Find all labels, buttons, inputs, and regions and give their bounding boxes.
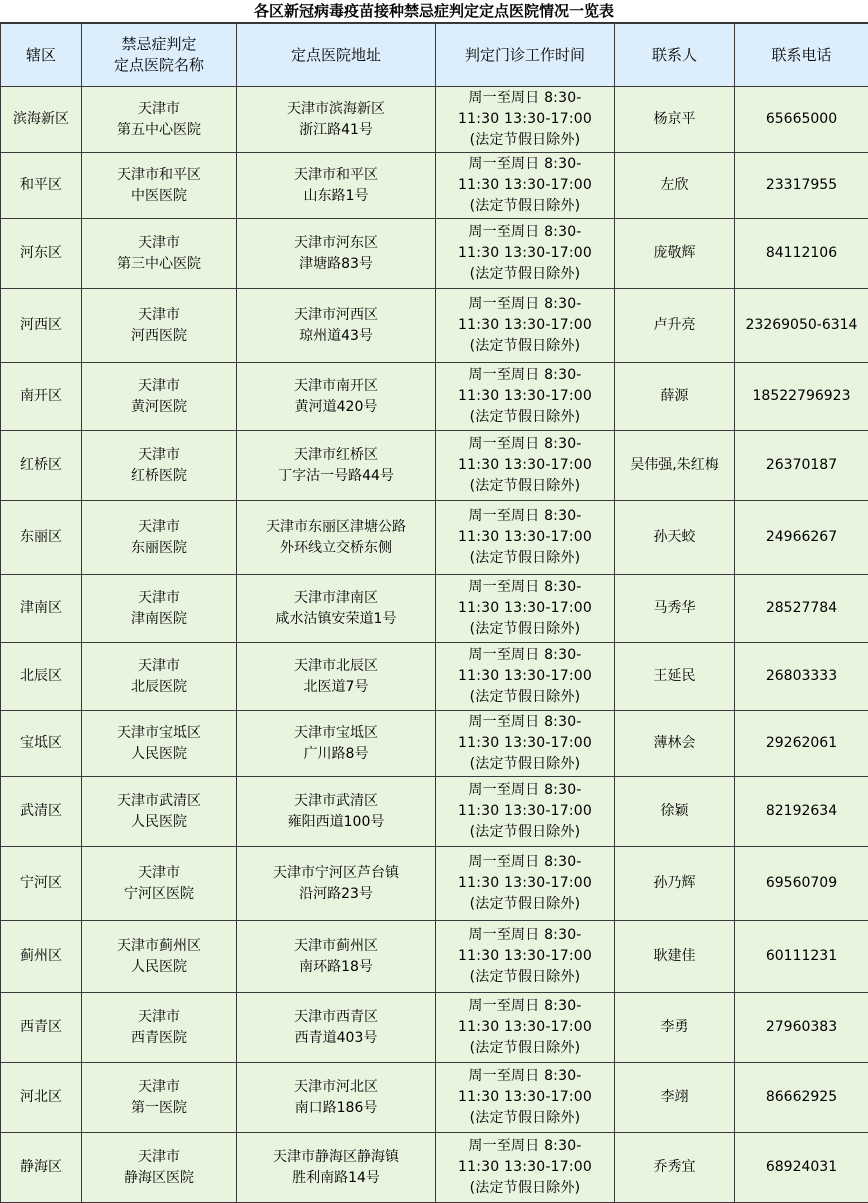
phone-cell: 23317955	[735, 153, 868, 219]
address-line: 天津市武清区	[239, 791, 433, 812]
hospital-name-line: 天津市	[84, 1077, 234, 1098]
address-line: 北医道7号	[239, 677, 433, 698]
hours-line: 周一至周日 8:30-	[438, 925, 612, 946]
hours-cell	[436, 501, 615, 575]
district-cell: 滨海新区	[1, 87, 82, 153]
hours-line: 11:30 13:30-17:00	[438, 873, 612, 894]
hospital-name-line: 天津市	[84, 1147, 234, 1168]
hospital-name-line: 第三中心医院	[84, 254, 234, 275]
hospital-name-line: 中医医院	[84, 186, 234, 207]
contact-cell: 杨京平	[615, 87, 735, 153]
hospital-name-cell	[82, 501, 237, 575]
hours-line: 11:30 13:30-17:00	[438, 1017, 612, 1038]
hours-cell	[436, 1063, 615, 1133]
hours-cell	[436, 777, 615, 847]
hospital-name-line: 天津市	[84, 233, 234, 254]
hospital-name-line: 天津市	[84, 656, 234, 677]
hospital-name-line: 第一医院	[84, 1098, 234, 1119]
hospital-name-cell	[82, 363, 237, 431]
table-row	[1, 847, 868, 921]
header-phone: 联系电话	[735, 24, 868, 87]
address-line: 天津市河北区	[239, 1077, 433, 1098]
hospital-name-line: 津南医院	[84, 609, 234, 630]
hospital-name-line: 人民医院	[84, 744, 234, 765]
hospital-table	[0, 23, 868, 1203]
hours-line: 周一至周日 8:30-	[438, 645, 612, 666]
address-cell	[237, 575, 436, 643]
hospital-name-line: 天津市武清区	[84, 791, 234, 812]
address-cell	[237, 431, 436, 501]
address-line: 南口路186号	[239, 1098, 433, 1119]
hospital-name-line: 天津市	[84, 1007, 234, 1028]
hours-line: 周一至周日 8:30-	[438, 1136, 612, 1157]
hospital-name-line: 天津市	[84, 517, 234, 538]
hours-line: 11:30 13:30-17:00	[438, 315, 612, 336]
header-district: 辖区	[1, 24, 82, 87]
contact-cell: 卢升亮	[615, 289, 735, 363]
district-cell: 南开区	[1, 363, 82, 431]
hours-line: 11:30 13:30-17:00	[438, 801, 612, 822]
hospital-name-cell	[82, 289, 237, 363]
contact-cell: 孙乃辉	[615, 847, 735, 921]
hours-line: 11:30 13:30-17:00	[438, 175, 612, 196]
hours-line: (法定节假日除外)	[438, 1038, 612, 1059]
table-row	[1, 87, 868, 153]
hours-line: 周一至周日 8:30-	[438, 294, 612, 315]
address-line: 外环线立交桥东侧	[239, 538, 433, 559]
address-cell	[237, 501, 436, 575]
hours-line: 周一至周日 8:30-	[438, 154, 612, 175]
hours-line: 11:30 13:30-17:00	[438, 598, 612, 619]
hours-cell	[436, 847, 615, 921]
hospital-name-line: 红桥医院	[84, 466, 234, 487]
contact-cell: 耿建佳	[615, 921, 735, 993]
hospital-name-cell	[82, 921, 237, 993]
table-row	[1, 1133, 868, 1203]
phone-cell: 24966267	[735, 501, 868, 575]
hours-line: (法定节假日除外)	[438, 1178, 612, 1199]
contact-cell: 薄林会	[615, 711, 735, 777]
hospital-name-cell	[82, 993, 237, 1063]
address-cell	[237, 363, 436, 431]
hospital-name-cell	[82, 153, 237, 219]
address-line: 天津市滨海新区	[239, 99, 433, 120]
address-cell	[237, 847, 436, 921]
hours-line: 11:30 13:30-17:00	[438, 666, 612, 687]
table-row	[1, 363, 868, 431]
contact-cell: 庞敬辉	[615, 219, 735, 289]
address-line: 黄河道420号	[239, 397, 433, 418]
contact-cell: 乔秀宜	[615, 1133, 735, 1203]
district-cell: 河北区	[1, 1063, 82, 1133]
district-cell: 北辰区	[1, 643, 82, 711]
phone-cell: 86662925	[735, 1063, 868, 1133]
hours-line: 11:30 13:30-17:00	[438, 946, 612, 967]
address-line: 天津市北辰区	[239, 656, 433, 677]
hours-cell	[436, 363, 615, 431]
district-cell: 宁河区	[1, 847, 82, 921]
address-cell	[237, 777, 436, 847]
table-row	[1, 501, 868, 575]
address-cell	[237, 643, 436, 711]
table-row	[1, 921, 868, 993]
address-cell	[237, 993, 436, 1063]
district-cell: 河西区	[1, 289, 82, 363]
address-line: 天津市东丽区津塘公路	[239, 517, 433, 538]
phone-cell: 28527784	[735, 575, 868, 643]
address-cell	[237, 153, 436, 219]
district-cell: 红桥区	[1, 431, 82, 501]
hospital-name-cell	[82, 777, 237, 847]
hours-line: 11:30 13:30-17:00	[438, 243, 612, 264]
header-row	[1, 24, 868, 87]
address-line: 浙江路41号	[239, 120, 433, 141]
hospital-name-line: 天津市蓟州区	[84, 936, 234, 957]
table-row	[1, 1063, 868, 1133]
hours-line: 周一至周日 8:30-	[438, 434, 612, 455]
hospital-name-line: 北辰医院	[84, 677, 234, 698]
hours-line: (法定节假日除外)	[438, 1108, 612, 1129]
header-hospital-line: 禁忌症判定	[84, 34, 234, 55]
address-line: 天津市宝坻区	[239, 723, 433, 744]
contact-cell: 李翊	[615, 1063, 735, 1133]
phone-cell: 27960383	[735, 993, 868, 1063]
hours-line: 11:30 13:30-17:00	[438, 455, 612, 476]
address-line: 天津市蓟州区	[239, 936, 433, 957]
hours-line: 11:30 13:30-17:00	[438, 1087, 612, 1108]
table-row	[1, 777, 868, 847]
address-line: 天津市河东区	[239, 233, 433, 254]
hospital-name-line: 人民医院	[84, 957, 234, 978]
header-contact: 联系人	[615, 24, 735, 87]
address-cell	[237, 711, 436, 777]
hospital-name-line: 天津市和平区	[84, 165, 234, 186]
hours-cell	[436, 711, 615, 777]
hours-cell	[436, 289, 615, 363]
table-row	[1, 643, 868, 711]
hospital-name-cell	[82, 1133, 237, 1203]
contact-cell: 徐颖	[615, 777, 735, 847]
address-cell	[237, 289, 436, 363]
hours-line: (法定节假日除外)	[438, 967, 612, 988]
contact-cell: 李勇	[615, 993, 735, 1063]
hours-line: 周一至周日 8:30-	[438, 222, 612, 243]
table-title: 各区新冠病毒疫苗接种禁忌症判定定点医院情况一览表	[0, 0, 868, 23]
address-cell	[237, 87, 436, 153]
hours-line: 11:30 13:30-17:00	[438, 386, 612, 407]
address-line: 雍阳西道100号	[239, 812, 433, 833]
district-cell: 宝坻区	[1, 711, 82, 777]
hospital-name-line: 人民医院	[84, 812, 234, 833]
address-line: 天津市津南区	[239, 588, 433, 609]
phone-cell: 23269050-6314	[735, 289, 868, 363]
hospital-name-cell	[82, 575, 237, 643]
hospital-name-cell	[82, 219, 237, 289]
address-line: 沿河路23号	[239, 884, 433, 905]
address-line: 胜利南路14号	[239, 1168, 433, 1189]
district-cell: 津南区	[1, 575, 82, 643]
hours-line: 11:30 13:30-17:00	[438, 733, 612, 754]
header-address: 定点医院地址	[237, 24, 436, 87]
hours-cell	[436, 219, 615, 289]
hours-line: (法定节假日除外)	[438, 264, 612, 285]
hospital-name-line: 静海区医院	[84, 1168, 234, 1189]
hours-line: 周一至周日 8:30-	[438, 852, 612, 873]
address-line: 天津市河西区	[239, 305, 433, 326]
hospital-name-line: 天津市宝坻区	[84, 723, 234, 744]
phone-cell: 60111231	[735, 921, 868, 993]
hospital-name-line: 天津市	[84, 863, 234, 884]
contact-cell: 孙天蛟	[615, 501, 735, 575]
hours-line: (法定节假日除外)	[438, 548, 612, 569]
hours-line: 11:30 13:30-17:00	[438, 109, 612, 130]
header-hospital	[82, 24, 237, 87]
phone-cell: 18522796923	[735, 363, 868, 431]
address-line: 天津市西青区	[239, 1007, 433, 1028]
hours-line: (法定节假日除外)	[438, 822, 612, 843]
hospital-name-cell	[82, 643, 237, 711]
phone-cell: 84112106	[735, 219, 868, 289]
address-line: 山东路1号	[239, 186, 433, 207]
hours-line: 周一至周日 8:30-	[438, 996, 612, 1017]
district-cell: 静海区	[1, 1133, 82, 1203]
district-cell: 蓟州区	[1, 921, 82, 993]
district-cell: 河东区	[1, 219, 82, 289]
hospital-name-line: 黄河医院	[84, 397, 234, 418]
hours-line: 周一至周日 8:30-	[438, 780, 612, 801]
hospital-name-line: 宁河区医院	[84, 884, 234, 905]
contact-cell: 薛源	[615, 363, 735, 431]
hospital-name-line: 天津市	[84, 376, 234, 397]
hospital-name-line: 西青医院	[84, 1028, 234, 1049]
hours-cell	[436, 643, 615, 711]
address-cell	[237, 1133, 436, 1203]
hours-line: (法定节假日除外)	[438, 476, 612, 497]
district-cell: 东丽区	[1, 501, 82, 575]
table-row	[1, 993, 868, 1063]
table-body	[1, 87, 868, 1203]
hospital-name-line: 河西医院	[84, 326, 234, 347]
hours-line: (法定节假日除外)	[438, 130, 612, 151]
hours-cell	[436, 1133, 615, 1203]
hours-line: (法定节假日除外)	[438, 336, 612, 357]
hospital-name-cell	[82, 711, 237, 777]
hospital-name-cell	[82, 847, 237, 921]
phone-cell: 82192634	[735, 777, 868, 847]
hospital-name-cell	[82, 1063, 237, 1133]
hospital-name-line: 东丽医院	[84, 538, 234, 559]
hours-cell	[436, 993, 615, 1063]
hours-line: (法定节假日除外)	[438, 754, 612, 775]
district-cell: 西青区	[1, 993, 82, 1063]
phone-cell: 29262061	[735, 711, 868, 777]
phone-cell: 26370187	[735, 431, 868, 501]
address-line: 咸水沽镇安荣道1号	[239, 609, 433, 630]
phone-cell: 68924031	[735, 1133, 868, 1203]
hours-line: (法定节假日除外)	[438, 619, 612, 640]
hospital-name-line: 天津市	[84, 588, 234, 609]
address-cell	[237, 1063, 436, 1133]
hospital-name-line: 天津市	[84, 445, 234, 466]
hospital-name-cell	[82, 87, 237, 153]
district-cell: 武清区	[1, 777, 82, 847]
table-row	[1, 153, 868, 219]
address-line: 南环路18号	[239, 957, 433, 978]
address-line: 西青道403号	[239, 1028, 433, 1049]
header-hospital-line: 定点医院名称	[84, 55, 234, 76]
hours-cell	[436, 431, 615, 501]
hospital-name-line: 第五中心医院	[84, 120, 234, 141]
table-row	[1, 289, 868, 363]
hours-line: 11:30 13:30-17:00	[438, 527, 612, 548]
hours-line: 11:30 13:30-17:00	[438, 1157, 612, 1178]
hours-cell	[436, 575, 615, 643]
hours-line: 周一至周日 8:30-	[438, 712, 612, 733]
address-cell	[237, 921, 436, 993]
phone-cell: 65665000	[735, 87, 868, 153]
address-line: 津塘路83号	[239, 254, 433, 275]
contact-cell: 王延民	[615, 643, 735, 711]
hours-line: 周一至周日 8:30-	[438, 577, 612, 598]
table-row	[1, 219, 868, 289]
hours-cell	[436, 87, 615, 153]
hours-line: (法定节假日除外)	[438, 687, 612, 708]
table-row	[1, 431, 868, 501]
phone-cell: 26803333	[735, 643, 868, 711]
district-cell: 和平区	[1, 153, 82, 219]
address-line: 丁字沽一号路44号	[239, 466, 433, 487]
hours-line: (法定节假日除外)	[438, 196, 612, 217]
contact-cell: 吴伟强,朱红梅	[615, 431, 735, 501]
hours-line: 周一至周日 8:30-	[438, 88, 612, 109]
address-cell	[237, 219, 436, 289]
address-line: 琼州道43号	[239, 326, 433, 347]
hospital-name-line: 天津市	[84, 99, 234, 120]
hours-line: 周一至周日 8:30-	[438, 506, 612, 527]
hours-cell	[436, 921, 615, 993]
address-line: 天津市和平区	[239, 165, 433, 186]
table-row	[1, 575, 868, 643]
hours-line: (法定节假日除外)	[438, 894, 612, 915]
header-hours: 判定门诊工作时间	[436, 24, 615, 87]
address-line: 天津市宁河区芦台镇	[239, 863, 433, 884]
hours-cell	[436, 153, 615, 219]
address-line: 天津市红桥区	[239, 445, 433, 466]
contact-cell: 左欣	[615, 153, 735, 219]
hours-line: (法定节假日除外)	[438, 407, 612, 428]
table-row	[1, 711, 868, 777]
address-line: 广川路8号	[239, 744, 433, 765]
phone-cell: 69560709	[735, 847, 868, 921]
hours-line: 周一至周日 8:30-	[438, 365, 612, 386]
address-line: 天津市静海区静海镇	[239, 1147, 433, 1168]
hours-line: 周一至周日 8:30-	[438, 1066, 612, 1087]
hospital-name-line: 天津市	[84, 305, 234, 326]
contact-cell: 马秀华	[615, 575, 735, 643]
address-line: 天津市南开区	[239, 376, 433, 397]
hospital-name-cell	[82, 431, 237, 501]
